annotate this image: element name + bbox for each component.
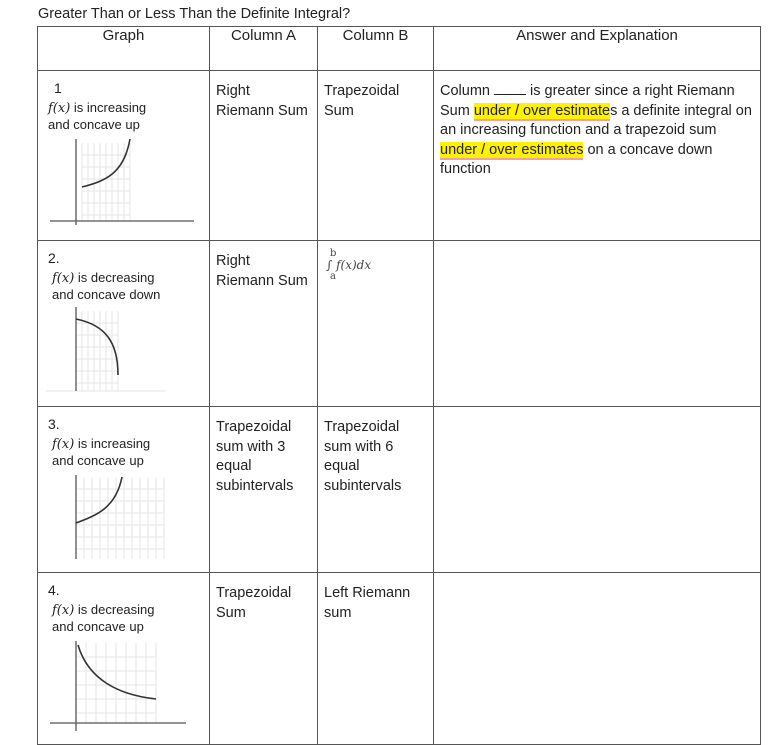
column-b-cell: Trapezoidal Sum (318, 71, 434, 241)
definite-integral: b ∫ f(x)dx a (326, 248, 372, 282)
graph-caption: f(x) is increasing and concave up (48, 100, 147, 132)
column-b-cell (318, 241, 434, 407)
highlight-under-over: under / over estimate (473, 102, 611, 119)
table-row (38, 241, 761, 407)
worksheet-table (37, 26, 761, 745)
row-number: 2. (48, 250, 60, 266)
row-number: 3. (48, 416, 60, 432)
table-row (38, 71, 761, 241)
column-a-cell: Right Riemann Sum (210, 241, 318, 407)
answer-cell (434, 71, 761, 241)
highlight-under-over: under / over estimates (440, 141, 584, 158)
row-number: 1 (54, 80, 62, 96)
answer-cell[interactable] (434, 241, 761, 407)
graph-cell (38, 573, 210, 745)
column-a-cell: Right Riemann Sum (210, 71, 318, 241)
worksheet-title: Greater Than or Less Than the Definite Integral? (38, 6, 351, 22)
header-graph: Graph (38, 27, 210, 71)
column-b-cell: Left Riemann sum (318, 573, 434, 745)
graph-cell (38, 241, 210, 407)
answer-blank[interactable] (494, 82, 526, 95)
increasing-concave-up-graph (46, 135, 196, 231)
decreasing-concave-up-graph (46, 637, 196, 733)
column-b-cell: Trapezoidal sum with 6 equal subintervals (318, 407, 434, 573)
graph-cell (38, 407, 210, 573)
header-column-b: Column B (318, 27, 434, 71)
header-column-a: Column A (210, 27, 318, 71)
graph-caption: f(x) is increasing and concave up (52, 436, 151, 468)
graph-cell (38, 71, 210, 241)
graph-caption: f(x) is decreasing and concave down (52, 270, 161, 302)
answer-text: Column is greater since a right Riemann Sum under / over estimates a definite integral on an increasing function and a trapezoid sum under / over estimates on a concave down function (440, 83, 752, 177)
column-a-cell: Trapezoidal Sum (210, 573, 318, 745)
decreasing-concave-down-graph (46, 305, 196, 399)
answer-cell[interactable] (434, 573, 761, 745)
graph-caption: f(x) is decreasing and concave up (52, 602, 155, 634)
header-row (38, 27, 761, 71)
increasing-concave-up-graph (46, 471, 196, 567)
table-row (38, 407, 761, 573)
column-a-cell: Trapezoidal sum with 3 equal subintervals (210, 407, 318, 573)
answer-cell[interactable] (434, 407, 761, 573)
row-number: 4. (48, 582, 60, 598)
table-row (38, 573, 761, 745)
header-answer: Answer and Explanation (434, 27, 761, 71)
